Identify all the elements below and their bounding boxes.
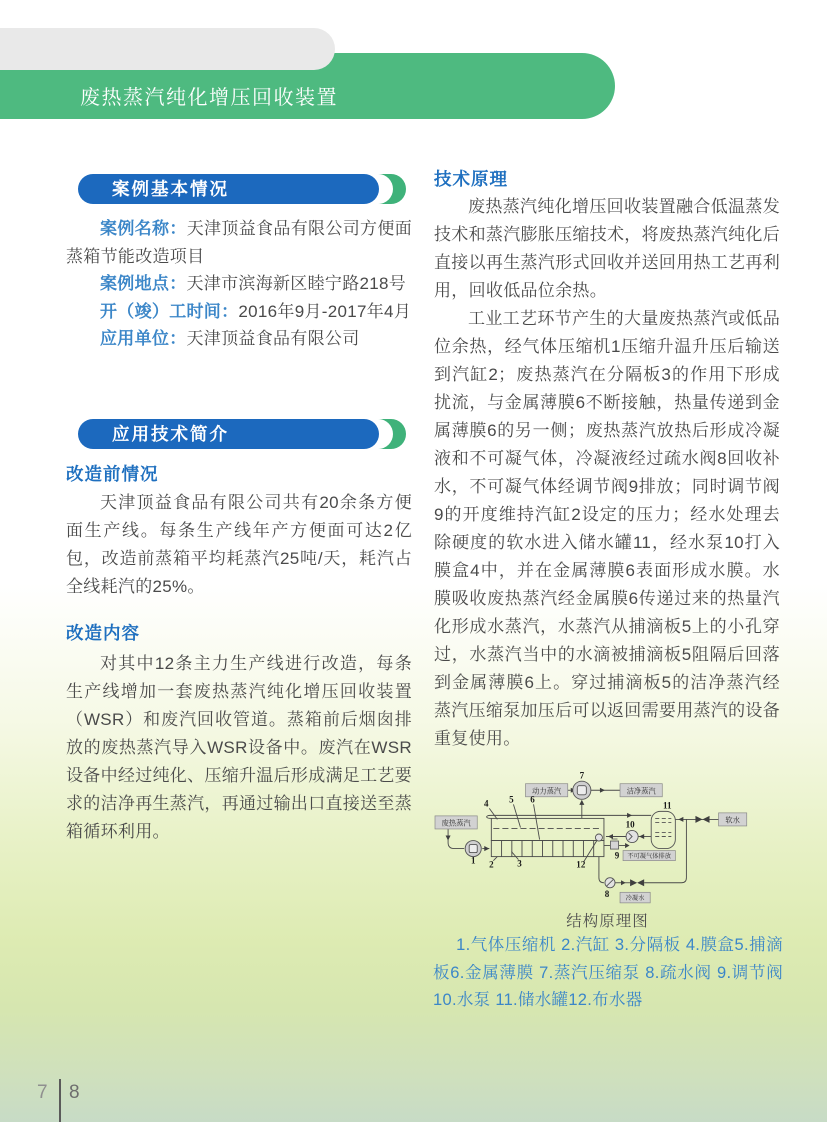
case-location-label: 案例地点： <box>100 274 187 293</box>
case-dates-label: 开（竣）工时间： <box>100 301 239 321</box>
noncondensable-discharge-label: 不可凝气体排放 <box>627 853 671 861</box>
gas-compressor-symbol <box>465 841 481 857</box>
case-unit-row <box>66 325 412 353</box>
case-unit-label: 应用单位： <box>100 329 187 348</box>
diagram-number-7: 7 <box>579 770 585 781</box>
case-dates-value: 2016年9月-2017年4月 <box>238 301 412 321</box>
case-name-value: 天津顶益食品有限公司方便面蒸箱节能改造项目 <box>66 219 413 266</box>
before-retrofit-heading: 改造前情况 <box>66 464 159 484</box>
water-pump-symbol <box>626 830 638 842</box>
diagram-number-8: 8 <box>604 888 610 899</box>
case-info-banner <box>78 174 406 204</box>
diagram-number-9: 9 <box>614 850 620 861</box>
diagram-number-11: 11 <box>663 800 672 811</box>
page-number-divider <box>59 1079 61 1122</box>
case-unit-value: 天津顶益食品有限公司 <box>186 329 360 348</box>
principle-heading: 技术原理 <box>434 169 508 189</box>
page-number-left: 7 <box>37 1082 48 1103</box>
page-title: 废热蒸汽纯化增压回收装置 <box>80 87 338 109</box>
tech-intro-banner-label: 应用技术简介 <box>112 424 229 444</box>
tech-intro-banner <box>78 419 406 449</box>
retrofit-content-text-block <box>66 650 412 846</box>
case-name-row <box>66 215 412 270</box>
diagram-number-4: 4 <box>484 798 489 809</box>
case-dates-row <box>66 298 412 326</box>
soft-water-label: 软水 <box>725 815 740 825</box>
case-info-banner-label: 案例基本情况 <box>112 179 229 199</box>
diagram-legend: 1.气体压缩机 2.汽缸 3.分隔板 4.膜盒5.捕滴板6.金属薄膜 7.蒸汽压缩泵 8.疏水阀 9.调节阀 10.水泵 11.储水罐12.布水器 <box>433 936 783 1009</box>
diagram-number-6: 6 <box>530 794 535 805</box>
diagram-label-boxes <box>435 784 747 903</box>
case-name-label: 案例名称： <box>100 219 187 238</box>
condensate-label: 冷凝水 <box>625 894 645 902</box>
case-location-value: 天津市滨海新区睦宁路218号 <box>186 274 407 293</box>
regulating-valve-symbol <box>610 839 618 849</box>
diagram-number-5: 5 <box>509 794 514 805</box>
water-distributor-symbol <box>595 834 602 841</box>
case-location-row <box>66 270 412 298</box>
steam-trap-symbol <box>605 878 615 888</box>
diagram-number-12: 12 <box>576 859 586 870</box>
clean-steam-label: 洁净蒸汽 <box>626 786 656 796</box>
diagram-number-10: 10 <box>625 819 635 830</box>
power-steam-label: 动力蒸汽 <box>532 786 562 796</box>
storage-tank-symbol <box>651 811 675 848</box>
retrofit-content-paragraph: 对其中12条主力生产线进行改造，每条生产线增加一套废热蒸汽纯化增压回收装置（WSR）和废汽回收管道。蒸箱前后烟囱排放的废热蒸汽导入WSR设备中。废汽在WSR设备中经过纯化、压缩升温后形成满足工艺要求的洁净再生蒸汽，再通过输出口直接送至蒸箱循环利用。 <box>66 654 412 841</box>
principle-paragraph-1: 废热蒸汽纯化增压回收装置融合低温蒸发技术和蒸汽膨胀压缩技术，将废热蒸汽纯化后直接以再生蒸汽形式回收并送回用热工艺再利用，回收低品位余热。 <box>434 197 780 300</box>
banner-blue-pill <box>78 174 379 204</box>
diagram-number-3: 3 <box>517 858 522 869</box>
structure-diagram <box>433 766 795 907</box>
page-number-right: 8 <box>69 1082 80 1103</box>
principle-paragraph-2: 工业工艺环节产生的大量废热蒸汽或低品位余热，经气体压缩机1压缩升温升压后输送到汽缸2；废热蒸汽在分隔板3的作用下形成扰流，与金属薄膜6不断接触，热量传递到金属薄膜6的另一侧；废热蒸汽放热后形成冷凝液和不可凝气体，冷凝液经过疏水阀8回收补水，不可凝气体经调节阀9排放；同时调节阀9的开度维持汽缸2设定的压力；经水处理去除硬度的软水进入储水罐11，经水泵10打入膜盒4中，并在金属薄膜6表面形成水膜。水膜吸收废热蒸汽经金属膜6传递过来的热量汽化形成水蒸汽，水蒸汽从捕滴板5上的小孔穿过，水蒸汽当中的水滴被捕滴板5阻隔后回落到金属薄膜6上。穿过捕滴板5的洁净蒸汽经蒸汽压缩泵加压后可以返回需要用蒸汽的设备重复使用。 <box>434 309 780 748</box>
steam-compressor-pump-symbol <box>573 781 591 799</box>
before-retrofit-paragraph: 天津顶益食品有限公司共有20余条方便面生产线。每条生产线年产方便面可达2亿包，改造前蒸箱平均耗蒸汽25吨/天，耗汽占全线耗汽的25%。 <box>66 493 412 596</box>
principle-text-block <box>434 193 780 753</box>
diagram-number-1: 1 <box>470 855 476 866</box>
diagram-caption: 结构原理图 <box>566 913 649 930</box>
diagram-number-2: 2 <box>489 859 494 870</box>
waste-steam-label: 废热蒸汽 <box>441 818 471 828</box>
header-gray-band <box>0 28 335 70</box>
retrofit-content-heading: 改造内容 <box>66 623 140 643</box>
case-info-list <box>66 215 412 353</box>
before-retrofit-text-block <box>66 489 412 601</box>
banner-blue-pill <box>78 419 379 449</box>
